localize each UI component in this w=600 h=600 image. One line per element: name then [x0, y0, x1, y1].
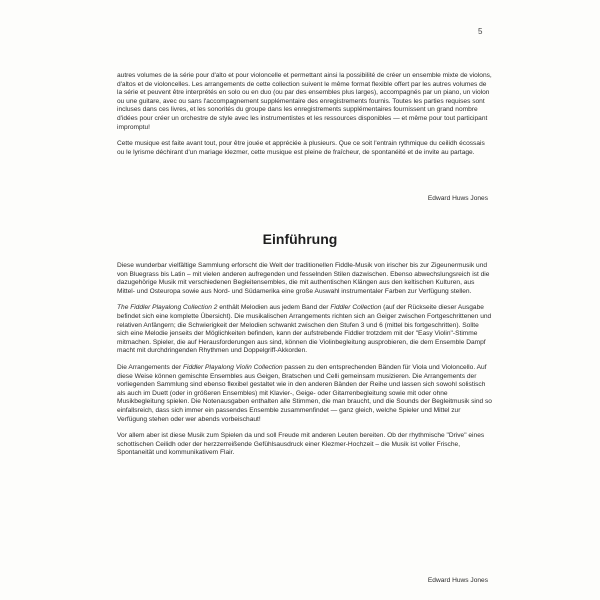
- german-signature: Edward Huws Jones: [427, 577, 488, 584]
- german-text: [117, 262, 492, 466]
- german-paragraph: Vor allem aber ist diese Musik zum Spielen da und soll Freude mit anderen Leuten bereiten. Ob der rhythmische "Drive" eines schottischen Ceilidh oder der herzzerreißende Gefühlsausdruck einer Klezmer-Hochzeit – die Musik ist voller Frische, Spontaneität und kommunikativem Flair.: [117, 432, 485, 457]
- book-title: Fiddler Collection: [330, 304, 382, 312]
- paragraph-text: passen zu den entsprechenden Bänden für Viola und Violoncello. Auf diese Weise können gemischte Ensembles aus Geigen, Bratschen und Celli gemeinsam musizieren. Die Arrangements der vorliegenden Sammlung sind ebenso flexibel gestaltet wie in den anderen Bänden der Reihe und lassen sich sowohl solistisch als auch im Duett (oder in größeren Ensembles) mit Klavier-, Geige- oder Gitarrenbegleitung sowie mit oder ohne Musikbegleitung spielen. Die Notenausgaben enthalten alle Stimmen, die man braucht, und die Sounds der Begleitmusik sind so einfallsreich, dass sich immer ein passendes Ensemble zusammenfindet — ganz gleich, welche Spieler und Mittel zur Verfügung stehen oder wer abends vorbeischaut!: [117, 363, 492, 423]
- german-paragraph: [117, 304, 492, 356]
- book-title: Fiddler Playalong Violin Collection: [182, 363, 283, 371]
- paragraph-text: (auf der Rückseite dieser Ausgabe befindet sich eine komplette Übersicht). Die musikalischen Arrangements richten sich an Geiger zwischen Fortgeschrittenen und relativen Anfängern; die Schwierigkeit der Melodien schwankt zwischen den Stufen 3 und 6 (mittel bis fortgeschritten). Sollte sich eine Melodie jenseits der Möglichkeiten befinden, kann der aufstrebende Fiddler trotzdem mit der "Easy Violin"-Stimme mitmachen. Spieler, die auf Herausforderungen aus sind, können die Violinbegleitung ausprobieren, die dem Ensemble Dampf macht mit durchdringenden Rhythmen und Doppelgriff-Akkorden.: [117, 304, 492, 355]
- french-paragraph: Cette musique est faite avant tout, pour être jouée et appréciée à plusieurs. Que ce soit l'entrain rythmique du ceilidh écossais ou le lyrisme déchirant d'un mariage klezmer, cette musique est pleine de fraîcheur, de spontanéité et de invite au partage.: [117, 140, 485, 156]
- paragraph-text: enthält Melodien aus jedem Band der: [217, 304, 331, 312]
- paragraph-text: Die Arrangements der: [117, 363, 183, 371]
- page-number: 5: [478, 27, 483, 36]
- french-signature: Edward Huws Jones: [427, 195, 488, 202]
- book-title: The Fiddler Playalong Collection 2: [117, 304, 218, 312]
- french-text: [117, 72, 492, 165]
- german-paragraph: Diese wunderbar vielfältige Sammlung erforscht die Welt der traditionellen Fiddle-Musik von irischer bis zur Zigeunermusik und von Bluegrass bis Latin – mit vielen anderen aufregenden und fesselnden Stilen dazwischen. Ebenso abwechslungsreich ist die dazugehörige Musik mit verschiedenen Begleitensembles, die mit authentischen Klängen aus den keltischen Kulturen, aus Mittel- und Osteuropa sowie aus Nord- und Südamerika eine große Auswahl instrumentaler Farben zur Verfügung stellen.: [117, 262, 490, 295]
- section-heading: Einführung: [262, 231, 338, 247]
- french-paragraph: autres volumes de la série pour d'alto et pour violoncelle et permettant ainsi la possibilité de créer un ensemble mixte de violons, d'altos et de violoncelles. Les arrangements de cette collection suivent le même format flexible offert par les autres volumes de la série et peuvent être interprétés en solo ou en duo (ou par des ensembles plus larges), accompagnés par un piano, un violon ou une guitare, avec ou sans l'accompagnement supplémentaire des enregistrements fournis. Toutes les parties requises sont incluses dans ces livres, et les sonorités du groupe dans les enregistrements supplémentaires fournissent un grand nombre d'idées pour créer un orchestre de style avec les instrumentistes et les ressources disponibles — et même pour tout participant impromptu!: [117, 72, 492, 131]
- german-paragraph: [117, 364, 492, 424]
